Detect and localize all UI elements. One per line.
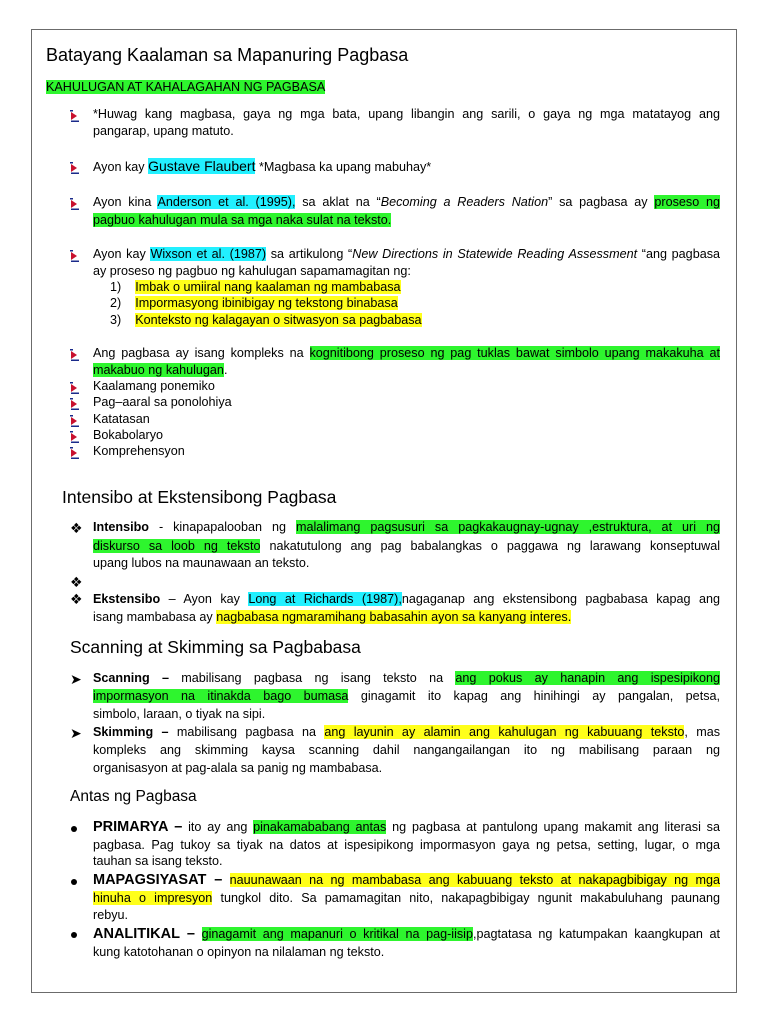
- diamond-bullet-icon: ❖: [70, 591, 83, 607]
- paragraph-skimming-line2: kompleks ang skimming kaysa scanning dahil nangangailangan ito ng mabilisang paraan ng: [93, 743, 720, 757]
- paragraph-anderson-line2: pagbuo kahulugan mula sa mga naka sulat na teksto.: [93, 213, 392, 227]
- list-item: Katatasan: [93, 412, 150, 426]
- paragraph-scanning-line2: impormasyon na itinakda bago bumasa ginagamit ito kapag ang hinihingi ay pangalan, petsa,: [93, 689, 720, 703]
- round-bullet-icon: [71, 826, 77, 832]
- paragraph-analitikal-line2: kung katotohanan o opinyon na nilalaman ng teksto.: [93, 945, 385, 959]
- arrowhead-bullet-icon: ➤: [70, 725, 82, 741]
- list-item: Bokabolaryo: [93, 428, 164, 442]
- author-flaubert: Gustave Flaubert: [148, 158, 256, 174]
- paragraph-kompleks-line1: Ang pagbasa ay isang kompleks na kognitibong proseso ng pag tuklas bawat simbolo upang makakuha at: [93, 346, 720, 360]
- arrow-bullet-icon: [70, 398, 80, 410]
- section-heading-antas: Antas ng Pagbasa: [70, 788, 197, 805]
- paragraph-huwag-line2: pangarap, upang matuto.: [93, 124, 234, 138]
- arrow-bullet-icon: [70, 110, 80, 122]
- paragraph-analitikal-line1: ANALITIKAL – ginagamit ang mapanuri o kritikal na pag-iisip,pagtatasa ng katumpakan kaangkupan at: [93, 926, 721, 942]
- list-item: Komprehensyon: [93, 444, 185, 458]
- paragraph-huwag-line1: *Huwag kang magbasa, gaya ng mga bata, upang libangin ang sarili, o gaya ng mga matatayog ang: [93, 107, 720, 121]
- arrow-bullet-icon: [70, 382, 80, 394]
- round-bullet-icon: [71, 879, 77, 885]
- arrow-bullet-icon: [70, 447, 80, 459]
- paragraph-primarya-line3: tauhan sa isang teksto.: [93, 854, 223, 868]
- diamond-bullet-icon: ❖: [70, 574, 83, 590]
- paragraph-skimming-line3: organisasyon at pag-alala sa panig ng mambabasa.: [93, 761, 383, 775]
- section-heading-kahulugan: KAHULUGAN AT KAHALAGAHAN NG PAGBASA: [46, 80, 326, 94]
- paragraph-scanning-line1: Scanning – mabilisang pagbasa ng isang teksto na ang pokus ay hanapin ang ispesipikong: [93, 671, 721, 685]
- paragraph-flaubert: Ayon kay Gustave Flaubert *Magbasa ka upang mabuhay*: [93, 158, 432, 174]
- numbered-item-1: 1) Imbak o umiiral nang kaalaman ng mambabasa: [110, 280, 401, 294]
- paragraph-intensibo-line1: Intensibo - kinapapalooban ng malalimang pagsusuri sa pagkakaugnay-ugnay ,estruktura, at uri ng: [93, 520, 721, 534]
- arrow-bullet-icon: [70, 198, 80, 210]
- section-heading-intensibo: Intensibo at Ekstensibong Pagbasa: [62, 487, 337, 507]
- paragraph-intensibo-line3: upang lubos na maunawaan an teksto.: [93, 556, 310, 570]
- paragraph-ekstensibo-line2: isang mambabasa ay nagbabasa ngmaramihang babasahin ayon sa kanyang interes.: [93, 610, 572, 624]
- round-bullet-icon: [71, 932, 77, 938]
- paragraph-skimming-line1: Skimming – mabilisang pagbasa na ang layunin ay alamin ang kahulugan ng kabuuang teksto, mas: [93, 725, 720, 739]
- author-wixson: Wixson et al. (1987): [150, 247, 267, 261]
- paragraph-scanning-line3: simbolo, laraan, o tiyak na sipi.: [93, 707, 266, 721]
- paragraph-intensibo-line2: diskurso sa loob ng teksto nakatutulong ang pag babalangkas o paggawa ng larawang konseptuwal: [93, 539, 721, 553]
- arrow-bullet-icon: [70, 431, 80, 443]
- numbered-item-3: 3) Konteksto ng kalagayan o sitwasyon sa pagbabasa: [110, 313, 422, 327]
- document-title: Batayang Kaalaman sa Mapanuring Pagbasa: [46, 45, 409, 65]
- arrow-bullet-icon: [70, 415, 80, 427]
- paragraph-mapagsiyasat-line3: rebyu.: [93, 908, 129, 922]
- numbered-item-2: 2) Impormasyong ibinibigay ng tekstong binabasa: [110, 296, 398, 310]
- arrow-bullet-icon: [70, 349, 80, 361]
- list-item: Pag–aaral sa ponolohiya: [93, 395, 232, 409]
- paragraph-wixson-line1: Ayon kay Wixson et al. (1987) sa artikulong “New Directions in Statewide Reading Assessment “ang pagbasa: [93, 247, 720, 261]
- paragraph-primarya-line2: pagbasa. Pag tukoy sa tiyak na datos at ispesipikong impormasyon gaya ng petsa, setting, lugar, o mga: [93, 838, 720, 852]
- paragraph-primarya-line1: PRIMARYA – ito ay ang pinakamababang antas ng pagbasa at pantulong upang makamit ang literasi sa: [93, 819, 720, 835]
- author-anderson: Anderson et al. (1995),: [157, 195, 296, 209]
- paragraph-mapagsiyasat-line2: hinuha o impresyon tungkol dito. Sa pamamagitan nito, nakapagbibigay ngunit makabuluhang paunang: [93, 891, 720, 905]
- arrow-bullet-icon: [70, 250, 80, 262]
- paragraph-anderson-line1: Ayon kina Anderson et al. (1995), sa aklat na “Becoming a Readers Nation” sa pagbasa ay proseso ng: [93, 195, 720, 209]
- author-long-richards: Long at Richards (1987),: [248, 592, 402, 606]
- paragraph-kompleks-line2: makabuo ng kahulugan.: [93, 363, 228, 377]
- section-heading-scanning: Scanning at Skimming sa Pagbabasa: [70, 637, 361, 657]
- paragraph-wixson-line2: ay proseso ng pagbuo ng kahulugan sapamamagitan ng:: [93, 264, 411, 278]
- paragraph-ekstensibo-line1: Ekstensibo – Ayon kay Long at Richards (1987),nagaganap ang ekstensibong pagbabasa kapag ang: [93, 592, 720, 606]
- list-item: Kaalamang ponemiko: [93, 379, 215, 393]
- paragraph-mapagsiyasat-line1: MAPAGSIYASAT – nauunawaan na ng mambabasa ang kabuuang teksto at nakapagbibigay ng mga: [93, 872, 720, 888]
- arrowhead-bullet-icon: ➤: [70, 671, 82, 687]
- arrow-bullet-icon: [70, 162, 80, 174]
- diamond-bullet-icon: ❖: [70, 520, 83, 536]
